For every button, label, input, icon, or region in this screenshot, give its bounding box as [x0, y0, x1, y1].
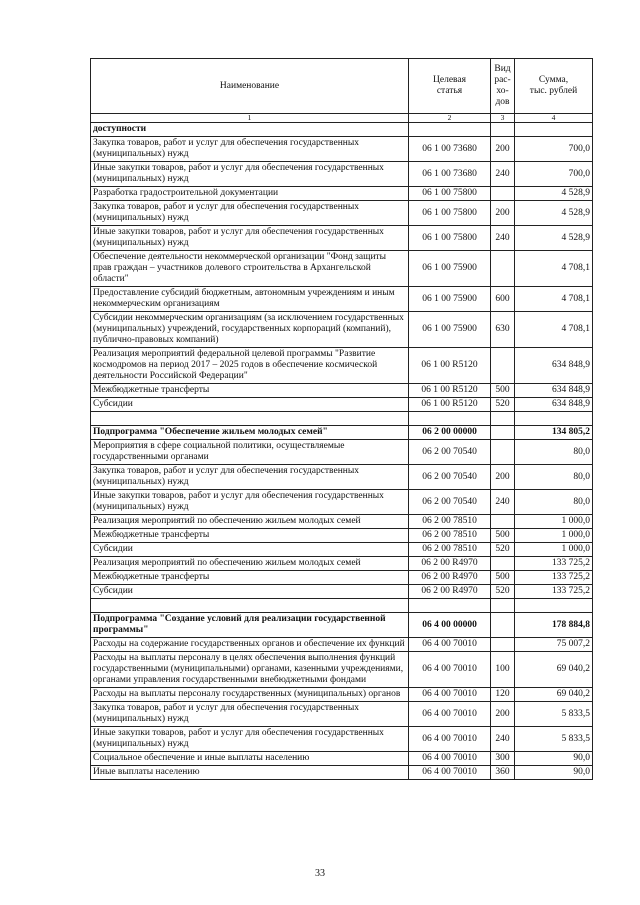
cell-sum: 75 007,2 [515, 638, 593, 652]
cell-expense-type: 520 [491, 398, 515, 412]
cell-expense-type [491, 123, 515, 137]
cell-target-article: 06 2 00 78510 [409, 543, 491, 557]
budget-table-container [90, 58, 592, 780]
cell-name: Разработка градостроительной документации [91, 187, 409, 201]
column-number: 2 [409, 114, 491, 123]
table-row [91, 571, 593, 585]
cell-expense-type: 240 [491, 727, 515, 752]
header-name: Наименование [91, 59, 409, 114]
cell-sum [515, 412, 593, 426]
table-row [91, 515, 593, 529]
cell-target-article: 06 4 00 70010 [409, 688, 491, 702]
header-vid-line: хо- [496, 86, 509, 96]
cell-name: Реализация мероприятий по обеспечению жильем молодых семей [91, 557, 409, 571]
cell-name [91, 599, 409, 613]
cell-sum [515, 123, 593, 137]
header-sum [515, 59, 593, 114]
cell-target-article: 06 2 00 R4970 [409, 585, 491, 599]
table-row [91, 702, 593, 727]
cell-expense-type: 200 [491, 201, 515, 226]
cell-name: Субсидии некоммерческим организациям (за исключением государственных (муниципальных) учреждений, государственных корпораций (компаний), публично-правовых компаний) [91, 312, 409, 348]
cell-target-article: 06 2 00 R4970 [409, 571, 491, 585]
cell-expense-type [491, 412, 515, 426]
cell-expense-type: 200 [491, 465, 515, 490]
table-row [91, 638, 593, 652]
cell-expense-type: 240 [491, 226, 515, 251]
cell-name: Расходы на выплаты персоналу государственных (муниципальных) органов [91, 688, 409, 702]
page-number: 33 [315, 868, 325, 879]
cell-target-article: 06 1 00 75800 [409, 201, 491, 226]
table-row [91, 201, 593, 226]
table-row [91, 187, 593, 201]
cell-sum: 90,0 [515, 766, 593, 780]
cell-sum: 4 708,1 [515, 312, 593, 348]
cell-expense-type: 360 [491, 766, 515, 780]
cell-sum: 133 725,2 [515, 571, 593, 585]
cell-sum: 5 833,5 [515, 727, 593, 752]
cell-name: Реализация мероприятий федеральной целевой программы "Развитие космодромов на период 2017 – 2025 годов в обеспечение космической деятельности Российской Федерации" [91, 348, 409, 384]
cell-name: Иные закупки товаров, работ и услуг для обеспечения государственных (муниципальных) нужд [91, 226, 409, 251]
table-row [91, 688, 593, 702]
cell-sum: 1 000,0 [515, 515, 593, 529]
cell-sum: 4 708,1 [515, 287, 593, 312]
cell-target-article: 06 4 00 70010 [409, 702, 491, 727]
cell-expense-type: 520 [491, 585, 515, 599]
cell-sum [515, 599, 593, 613]
table-row [91, 226, 593, 251]
cell-name: Иные выплаты населению [91, 766, 409, 780]
cell-expense-type: 600 [491, 287, 515, 312]
cell-expense-type [491, 515, 515, 529]
cell-sum: 4 528,9 [515, 201, 593, 226]
cell-target-article: 06 1 00 R5120 [409, 348, 491, 384]
cell-expense-type [491, 348, 515, 384]
cell-expense-type [491, 426, 515, 440]
cell-sum: 80,0 [515, 490, 593, 515]
header-vid-line: рас- [494, 75, 511, 85]
header-vid-line: дов [495, 97, 510, 107]
table-row [91, 529, 593, 543]
cell-expense-type: 240 [491, 490, 515, 515]
cell-sum: 1 000,0 [515, 543, 593, 557]
header-vid-line: Вид [494, 64, 511, 74]
cell-expense-type: 500 [491, 384, 515, 398]
cell-expense-type: 500 [491, 529, 515, 543]
cell-name: Межбюджетные трансферты [91, 384, 409, 398]
table-row [91, 137, 593, 162]
cell-name [91, 412, 409, 426]
table-row [91, 490, 593, 515]
cell-target-article: 06 4 00 70010 [409, 727, 491, 752]
budget-table [90, 58, 593, 780]
table-row [91, 652, 593, 688]
cell-expense-type: 200 [491, 702, 515, 727]
cell-sum: 133 725,2 [515, 557, 593, 571]
header-sum-line: тыс. рублей [529, 86, 578, 96]
cell-name: Межбюджетные трансферты [91, 571, 409, 585]
cell-target-article: 06 2 00 70540 [409, 490, 491, 515]
cell-target-article: 06 1 00 75900 [409, 312, 491, 348]
cell-target-article: 06 1 00 73680 [409, 137, 491, 162]
column-number: 1 [91, 114, 409, 123]
cell-target-article [409, 412, 491, 426]
table-row [91, 440, 593, 465]
cell-name: доступности [91, 123, 409, 137]
cell-name: Закупка товаров, работ и услуг для обеспечения государственных (муниципальных) нужд [91, 137, 409, 162]
cell-expense-type [491, 599, 515, 613]
cell-target-article: 06 4 00 70010 [409, 752, 491, 766]
cell-target-article: 06 1 00 73680 [409, 162, 491, 187]
cell-sum: 5 833,5 [515, 702, 593, 727]
table-row [91, 412, 593, 426]
cell-expense-type [491, 638, 515, 652]
table-row [91, 162, 593, 187]
cell-name: Социальное обеспечение и иные выплаты населению [91, 752, 409, 766]
cell-target-article: 06 1 00 75800 [409, 226, 491, 251]
cell-sum: 133 725,2 [515, 585, 593, 599]
table-row [91, 398, 593, 412]
cell-target-article: 06 4 00 70010 [409, 638, 491, 652]
cell-expense-type [491, 251, 515, 287]
cell-sum: 69 040,2 [515, 688, 593, 702]
table-row [91, 465, 593, 490]
cell-name: Подпрограмма "Создание условий для реализации государственной программы" [91, 613, 409, 638]
cell-sum: 69 040,2 [515, 652, 593, 688]
table-row [91, 287, 593, 312]
cell-sum: 134 805,2 [515, 426, 593, 440]
table-row [91, 348, 593, 384]
cell-target-article: 06 1 00 R5120 [409, 398, 491, 412]
cell-target-article: 06 2 00 70540 [409, 440, 491, 465]
cell-name: Иные закупки товаров, работ и услуг для обеспечения государственных (муниципальных) нужд [91, 490, 409, 515]
column-number: 3 [491, 114, 515, 123]
cell-name: Расходы на выплаты персоналу в целях обеспечения выполнения функций государственными (муниципальными) органами, казенными учреждениями, органами управления государственными внебюджетными фондами [91, 652, 409, 688]
cell-target-article: 06 1 00 75900 [409, 251, 491, 287]
cell-name: Предоставление субсидий бюджетным, автономным учреждениям и иным некоммерческим организациям [91, 287, 409, 312]
cell-name: Закупка товаров, работ и услуг для обеспечения государственных (муниципальных) нужд [91, 702, 409, 727]
cell-name: Закупка товаров, работ и услуг для обеспечения государственных (муниципальных) нужд [91, 465, 409, 490]
cell-target-article: 06 1 00 75900 [409, 287, 491, 312]
cell-target-article: 06 4 00 70010 [409, 766, 491, 780]
cell-sum: 90,0 [515, 752, 593, 766]
table-row [91, 384, 593, 398]
cell-expense-type: 300 [491, 752, 515, 766]
header-target-article [409, 59, 491, 114]
table-row [91, 727, 593, 752]
cell-expense-type [491, 187, 515, 201]
cell-target-article: 06 1 00 R5120 [409, 384, 491, 398]
column-number-row [91, 114, 593, 123]
table-row [91, 251, 593, 287]
table-row [91, 312, 593, 348]
cell-sum: 700,0 [515, 162, 593, 187]
header-target-label: Целевая статья [433, 75, 466, 96]
cell-target-article: 06 1 00 75800 [409, 187, 491, 201]
header-sum-line: Сумма, [538, 75, 569, 85]
cell-sum: 4 528,9 [515, 187, 593, 201]
table-row [91, 752, 593, 766]
cell-target-article [409, 599, 491, 613]
cell-target-article: 06 2 00 78510 [409, 515, 491, 529]
table-body [91, 123, 593, 780]
table-row [91, 557, 593, 571]
cell-name: Субсидии [91, 585, 409, 599]
cell-expense-type [491, 440, 515, 465]
table-row [91, 123, 593, 137]
cell-target-article: 06 2 00 00000 [409, 426, 491, 440]
cell-name: Иные закупки товаров, работ и услуг для обеспечения государственных (муниципальных) нужд [91, 727, 409, 752]
cell-target-article: 06 4 00 70010 [409, 652, 491, 688]
cell-expense-type: 520 [491, 543, 515, 557]
cell-expense-type: 200 [491, 137, 515, 162]
cell-sum: 178 884,8 [515, 613, 593, 638]
cell-sum: 4 528,9 [515, 226, 593, 251]
cell-name: Мероприятия в сфере социальной политики, осуществляемые государственными органами [91, 440, 409, 465]
table-row [91, 426, 593, 440]
cell-name: Подпрограмма "Обеспечение жильем молодых семей" [91, 426, 409, 440]
column-number: 4 [515, 114, 593, 123]
cell-expense-type: 240 [491, 162, 515, 187]
cell-target-article: 06 2 00 R4970 [409, 557, 491, 571]
cell-target-article: 06 2 00 70540 [409, 465, 491, 490]
cell-name: Межбюджетные трансферты [91, 529, 409, 543]
table-row [91, 585, 593, 599]
table-row [91, 613, 593, 638]
cell-name: Иные закупки товаров, работ и услуг для обеспечения государственных (муниципальных) нужд [91, 162, 409, 187]
cell-expense-type: 500 [491, 571, 515, 585]
cell-sum: 80,0 [515, 440, 593, 465]
cell-name: Обеспечение деятельности некоммерческой организации "Фонд защиты прав граждан – участников долевого строительства в Архангельской области" [91, 251, 409, 287]
cell-name: Расходы на содержание государственных органов и обеспечение их функций [91, 638, 409, 652]
cell-expense-type: 120 [491, 688, 515, 702]
cell-name: Субсидии [91, 398, 409, 412]
cell-sum: 634 848,9 [515, 398, 593, 412]
cell-expense-type [491, 557, 515, 571]
table-row [91, 766, 593, 780]
cell-name: Реализация мероприятий по обеспечению жильем молодых семей [91, 515, 409, 529]
table-row [91, 543, 593, 557]
table-header-row [91, 59, 593, 114]
cell-target-article: 06 2 00 78510 [409, 529, 491, 543]
cell-sum: 4 708,1 [515, 251, 593, 287]
cell-expense-type [491, 613, 515, 638]
cell-expense-type: 630 [491, 312, 515, 348]
header-expense-type [491, 59, 515, 114]
cell-sum: 700,0 [515, 137, 593, 162]
cell-name: Закупка товаров, работ и услуг для обеспечения государственных (муниципальных) нужд [91, 201, 409, 226]
table-row [91, 599, 593, 613]
cell-name: Субсидии [91, 543, 409, 557]
cell-sum: 80,0 [515, 465, 593, 490]
cell-sum: 1 000,0 [515, 529, 593, 543]
cell-sum: 634 848,9 [515, 384, 593, 398]
cell-target-article: 06 4 00 00000 [409, 613, 491, 638]
cell-expense-type: 100 [491, 652, 515, 688]
cell-sum: 634 848,9 [515, 348, 593, 384]
cell-target-article [409, 123, 491, 137]
